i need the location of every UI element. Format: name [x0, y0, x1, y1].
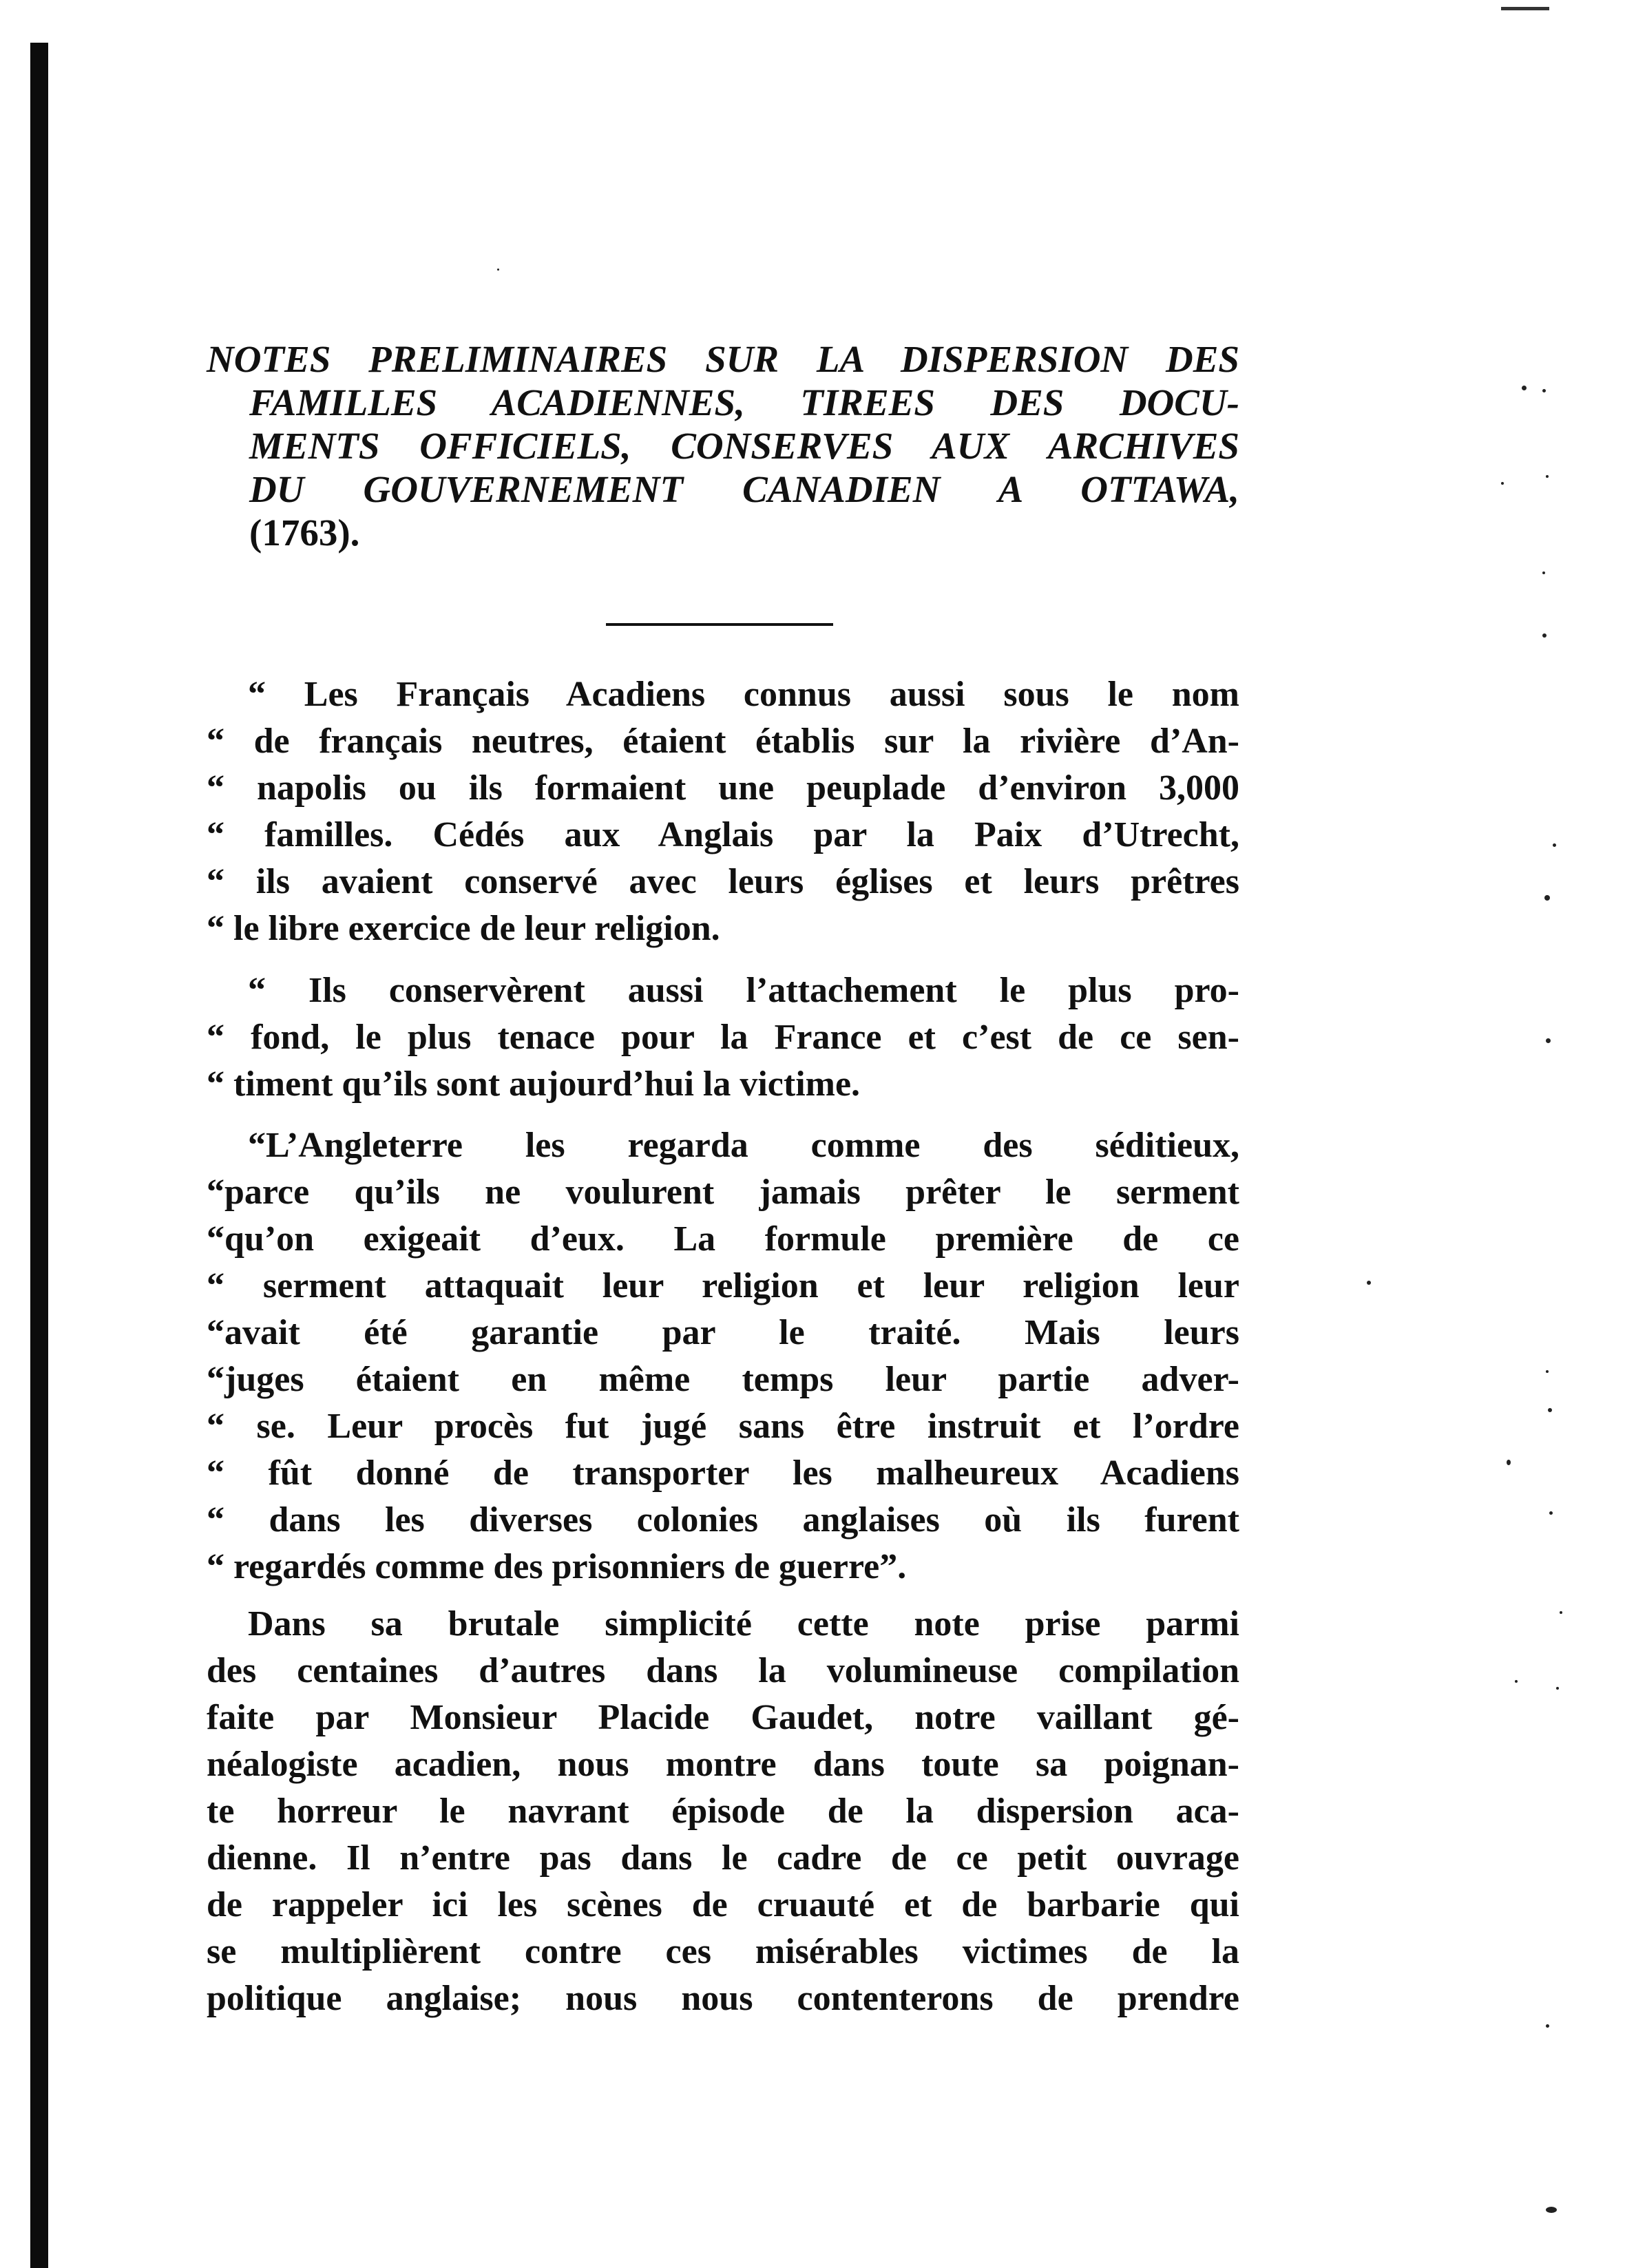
text-line: “ dans les diverses colonies anglaises où ils furent [207, 1500, 1239, 1540]
text-line: “ napolis ou ils formaient une peuplade d’environ 3,000 [207, 768, 1239, 808]
text-line: de rappeler ici les scènes de cruauté et de barbarie qui [207, 1885, 1239, 1924]
text-line: néalogiste acadien, nous montre dans toute sa poignan- [207, 1745, 1239, 1784]
text-line: “ fond, le plus tenace pour la France et c’est de ce sen- [207, 1018, 1239, 1057]
text-line: “avait été garantie par le traité. Mais leurs [207, 1313, 1239, 1352]
page-binding-edge [30, 43, 48, 2268]
text-line: Dans sa brutale simplicité cette note prise parmi [248, 1604, 1239, 1644]
text-line: “ familles. Cédés aux Anglais par la Paix d’Utrecht, [207, 815, 1239, 854]
margin-speck [1546, 2024, 1549, 2028]
text-line: “ le libre exercice de leur religion. [207, 909, 720, 948]
text-line: “ se. Leur procès fut jugé sans être instruit et l’ordre [207, 1407, 1239, 1446]
heading-line: FAMILLES ACADIENNES, TIREES DES DOCU- [249, 381, 1239, 423]
margin-speck [1522, 386, 1527, 390]
margin-speck [1546, 1038, 1551, 1043]
margin-speck [1515, 1680, 1518, 1683]
margin-speck [1546, 1370, 1549, 1373]
text-line: dienne. Il n’entre pas dans le cadre de ce petit ouvrage [207, 1838, 1239, 1878]
margin-speck [1546, 2207, 1557, 2213]
margin-speck [1560, 1611, 1562, 1614]
page-heading [207, 337, 1239, 554]
text-line: “ Les Français Acadiens connus aussi sous le nom [248, 675, 1239, 714]
text-line: “parce qu’ils ne voulurent jamais prêter le serment [207, 1173, 1239, 1212]
margin-speck [1546, 475, 1549, 478]
paragraph-2 [207, 967, 1239, 1108]
margin-speck [1548, 1408, 1552, 1412]
text-line: “ timent qu’ils sont aujourd’hui la victime. [207, 1064, 861, 1104]
margin-speck [1553, 843, 1556, 847]
margin-speck [1542, 389, 1546, 392]
text-line: des centaines d’autres dans la volumineuse compilation [207, 1651, 1239, 1690]
text-line: “ de français neutres, étaient établis sur la rivière d’An- [207, 722, 1239, 761]
margin-speck [1556, 1687, 1559, 1690]
margin-speck [1542, 571, 1545, 574]
text-line: “ ils avaient conservé avec leurs églises et leurs prêtres [207, 862, 1239, 901]
paragraph-1 [207, 671, 1239, 952]
text-line: “qu’on exigeait d’eux. La formule première de ce [207, 1219, 1239, 1259]
text-line: “ Ils conservèrent aussi l’attachement le plus pro- [248, 971, 1239, 1010]
text-line: “ regardés comme des prisonniers de guerre”. [207, 1547, 907, 1586]
margin-speck [1507, 1460, 1511, 1465]
section-separator [606, 623, 833, 626]
text-line: “juges étaient en même temps leur partie adver- [207, 1360, 1239, 1399]
margin-speck [1549, 1511, 1553, 1515]
paragraph-4 [207, 1601, 1239, 2022]
margin-speck [1544, 895, 1550, 901]
heading-line: (1763). [249, 512, 360, 554]
text-line: politique anglaise; nous nous contenterons de prendre [207, 1979, 1239, 2018]
heading-line: NOTES PRELIMINAIRES SUR LA DISPERSION DES [207, 338, 1239, 380]
text-line: te horreur le navrant épisode de la dispersion aca- [207, 1792, 1239, 1831]
text-line: se multiplièrent contre ces misérables victimes de la [207, 1932, 1239, 1971]
paragraph-3 [207, 1122, 1239, 1590]
text-line: faite par Monsieur Placide Gaudet, notre vaillant gé- [207, 1698, 1239, 1737]
margin-speck [1542, 633, 1547, 638]
margin-speck [497, 269, 499, 271]
page-top-rule [1501, 7, 1549, 10]
heading-line: DU GOUVERNEMENT CANADIEN A OTTAWA, [249, 468, 1239, 510]
margin-speck [1501, 482, 1504, 485]
text-line: “L’Angleterre les regarda comme des séditieux, [248, 1126, 1239, 1165]
margin-speck [1367, 1281, 1371, 1285]
text-line: “ fût donné de transporter les malheureux Acadiens [207, 1453, 1239, 1493]
text-line: “ serment attaquait leur religion et leur religion leur [207, 1266, 1239, 1305]
heading-line: MENTS OFFICIELS, CONSERVES AUX ARCHIVES [249, 425, 1239, 467]
